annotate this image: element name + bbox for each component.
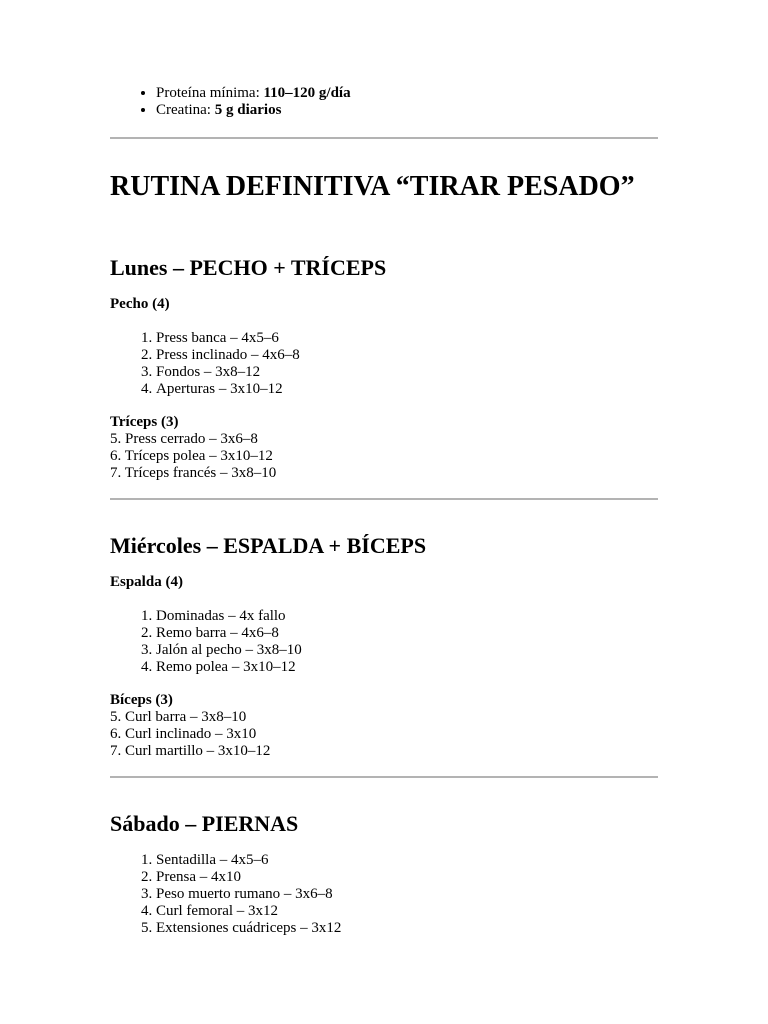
chest-exercise-list bbox=[110, 330, 300, 398]
saturday-heading: Sábado – PIERNAS bbox=[110, 811, 299, 836]
list-item: 7. Tríceps francés – 3x8–10 bbox=[110, 465, 277, 481]
list-item: 5. Extensiones cuádriceps – 3x12 bbox=[156, 920, 341, 937]
protein-value: 110–120 g/día bbox=[263, 85, 351, 101]
biceps-exercise-list bbox=[110, 709, 270, 760]
page-title: RUTINA DEFINITIVA “TIRAR PESADO” bbox=[110, 171, 635, 202]
list-item: 4. Aperturas – 3x10–12 bbox=[156, 381, 300, 398]
list-item: 4. Curl femoral – 3x12 bbox=[156, 903, 341, 920]
back-exercise-list bbox=[110, 608, 302, 676]
list-item: 2. Remo barra – 4x6–8 bbox=[156, 625, 302, 642]
biceps-subheading: Bíceps (3) bbox=[110, 692, 173, 708]
list-item: 7. Curl martillo – 3x10–12 bbox=[110, 743, 271, 759]
nutrition-item-creatine: • Creatina: 5 g diarios bbox=[156, 102, 351, 119]
list-item: 2. Prensa – 4x10 bbox=[156, 869, 341, 886]
list-item: 3. Fondos – 3x8–12 bbox=[156, 364, 300, 381]
divider bbox=[110, 776, 658, 778]
creatine-value: 5 g diarios bbox=[214, 102, 282, 118]
chest-subheading: Pecho (4) bbox=[110, 296, 170, 312]
list-item: 5. Curl barra – 3x8–10 bbox=[110, 709, 247, 725]
nutrition-list bbox=[110, 85, 351, 119]
list-item: 3. Jalón al pecho – 3x8–10 bbox=[156, 642, 302, 659]
list-item: 6. Curl inclinado – 3x10 bbox=[110, 726, 257, 742]
list-item: 1. Dominadas – 4x fallo bbox=[156, 608, 302, 625]
legs-exercise-list bbox=[110, 852, 341, 937]
nutrition-item-protein: • Proteína mínima: 110–120 g/día bbox=[156, 85, 351, 102]
triceps-exercise-list bbox=[110, 431, 276, 482]
list-item: 6. Tríceps polea – 3x10–12 bbox=[110, 448, 273, 464]
list-item: 3. Peso muerto rumano – 3x6–8 bbox=[156, 886, 341, 903]
back-subheading: Espalda (4) bbox=[110, 574, 183, 590]
divider bbox=[110, 498, 658, 500]
list-item: 1. Press banca – 4x5–6 bbox=[156, 330, 300, 347]
list-item: 5. Press cerrado – 3x6–8 bbox=[110, 431, 258, 447]
divider bbox=[110, 137, 658, 139]
monday-heading: Lunes – PECHO + TRÍCEPS bbox=[110, 255, 387, 280]
list-item: 1. Sentadilla – 4x5–6 bbox=[156, 852, 341, 869]
list-item: 2. Press inclinado – 4x6–8 bbox=[156, 347, 300, 364]
wednesday-heading: Miércoles – ESPALDA + BÍCEPS bbox=[110, 533, 427, 558]
triceps-subheading: Tríceps (3) bbox=[110, 414, 179, 430]
list-item: 4. Remo polea – 3x10–12 bbox=[156, 659, 302, 676]
